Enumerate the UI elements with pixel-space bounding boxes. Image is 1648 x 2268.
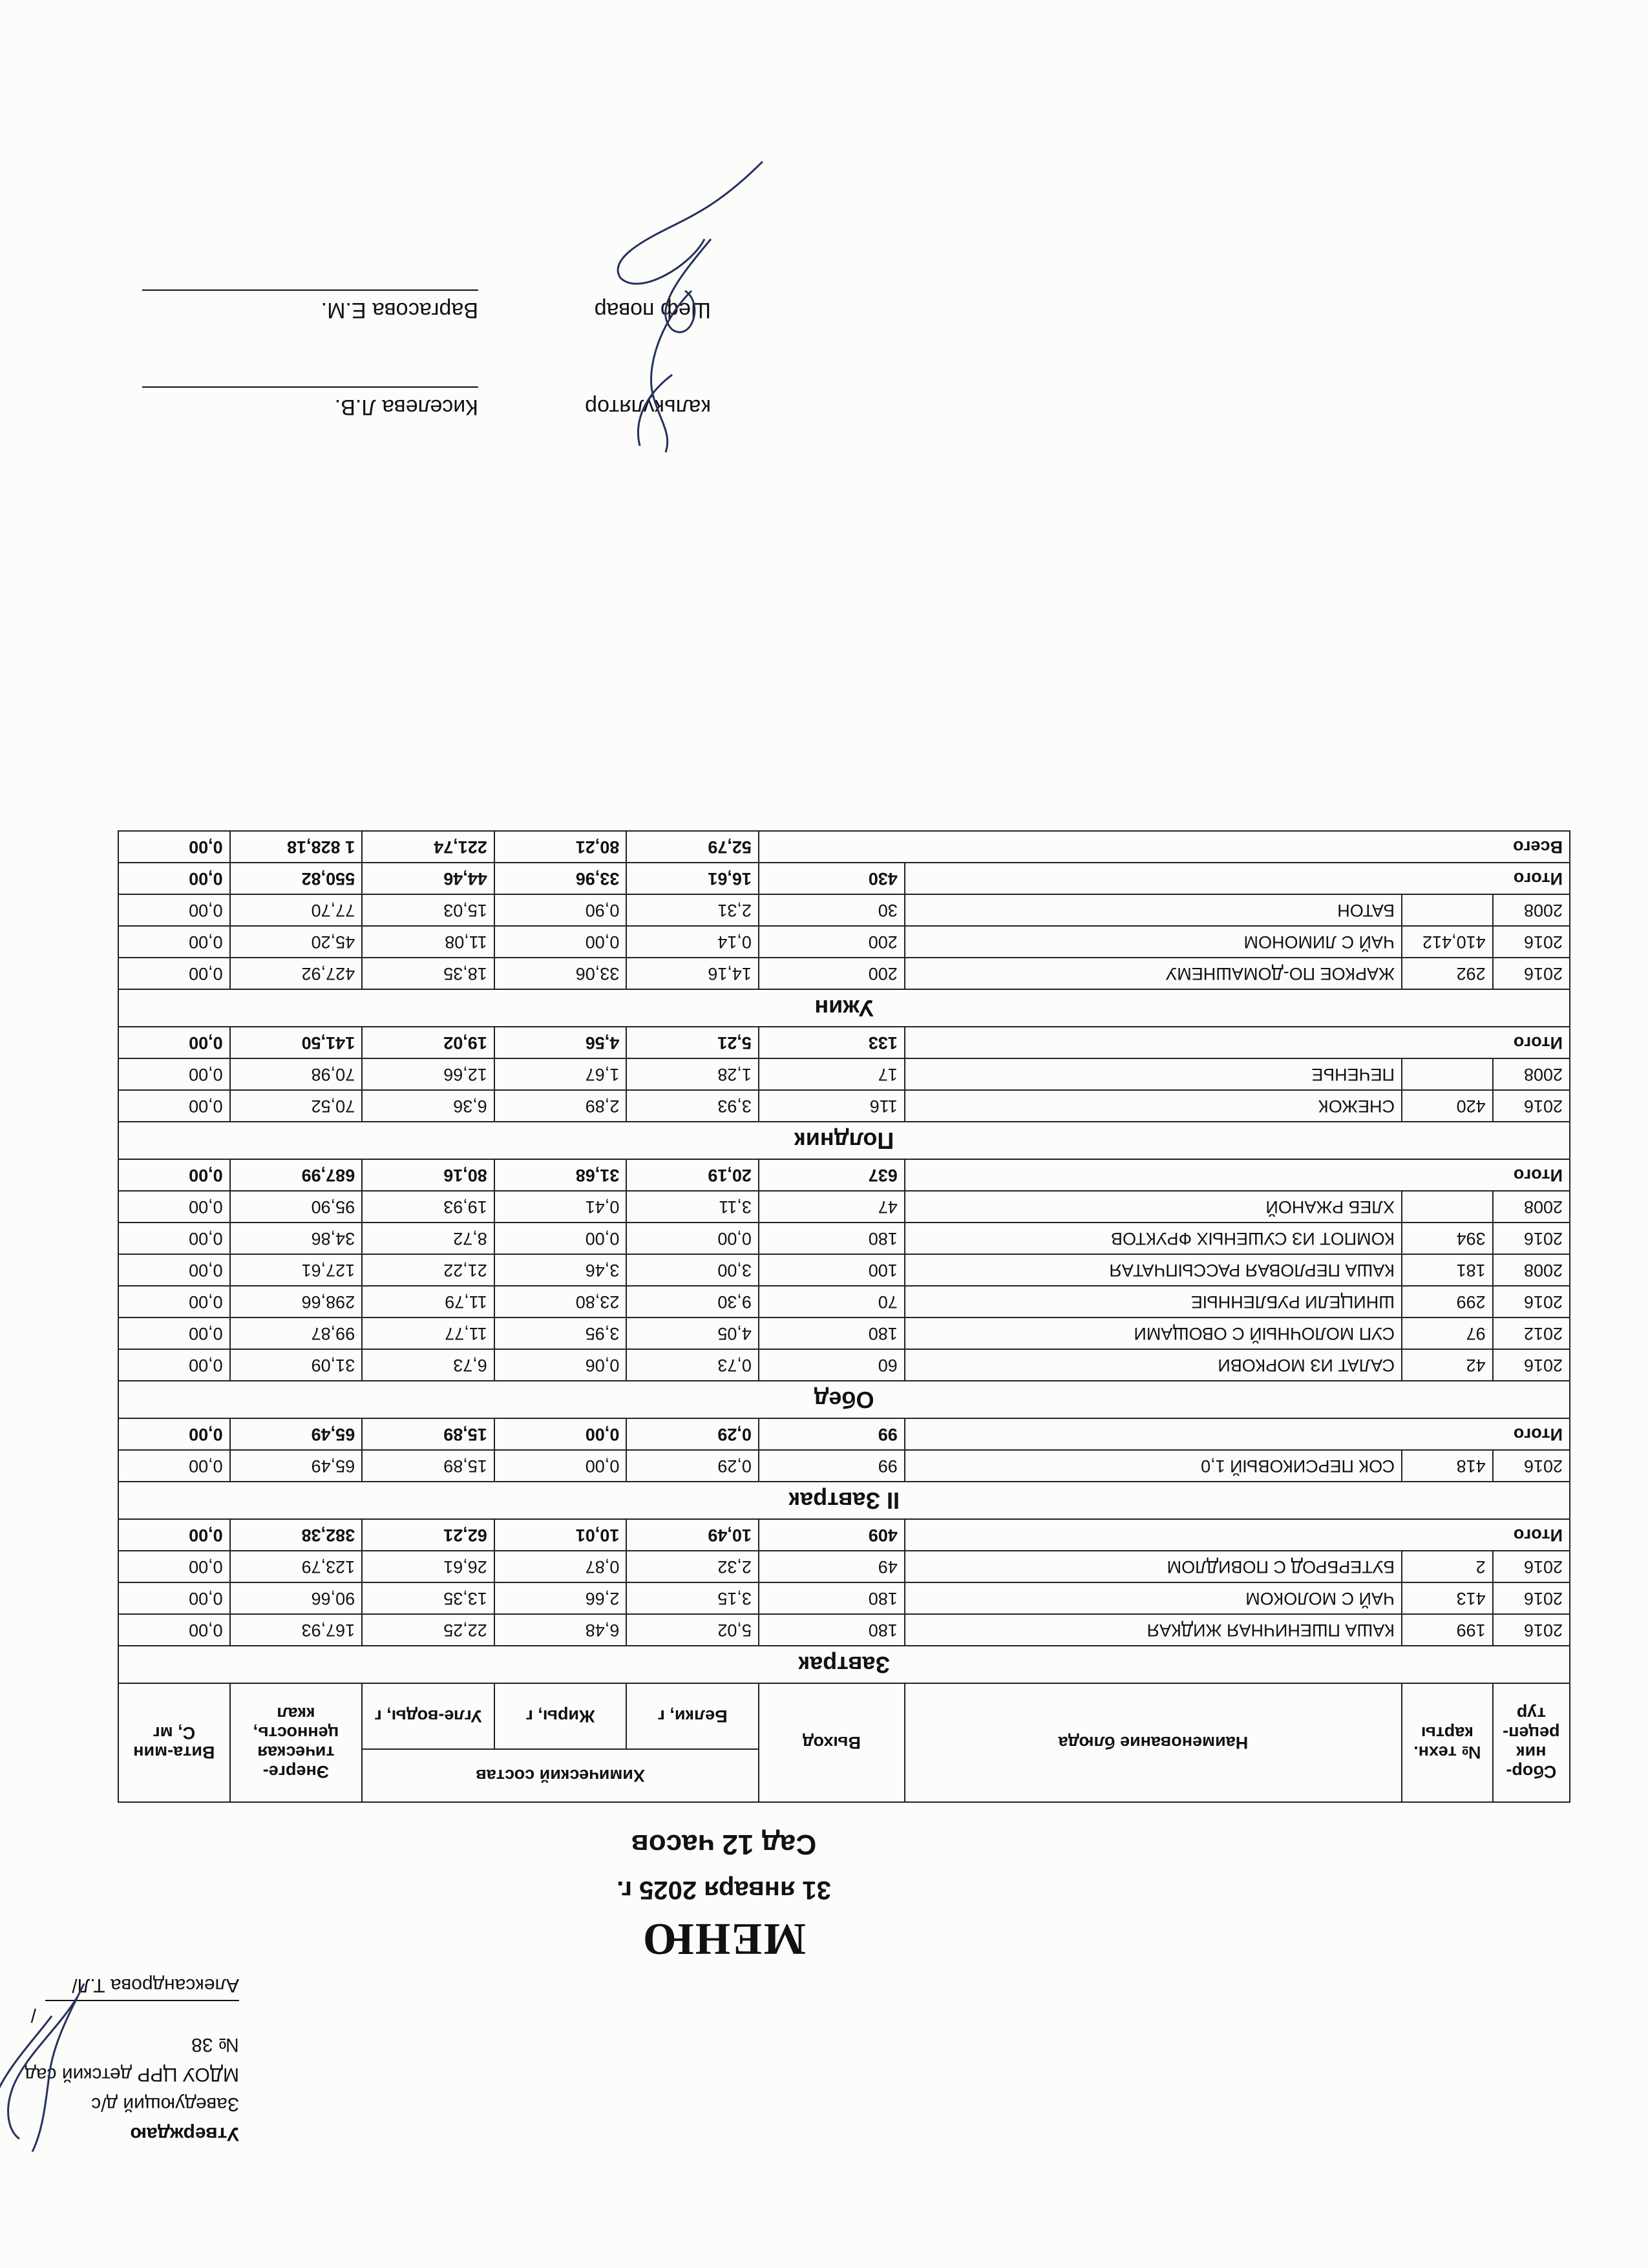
dish-cell-v: 0,00 [118, 1614, 230, 1646]
section-total-out: 637 [759, 1159, 905, 1191]
meal-section-row [118, 1646, 1570, 1683]
dish-cell-f: 23,80 [494, 1286, 627, 1318]
dish-cell-u: 15,89 [362, 1450, 494, 1482]
chef-name: Варгасова Е.М. [321, 298, 478, 322]
section-total-v: 0,00 [118, 1027, 230, 1058]
dish-cell-name: КОМПОТ ИЗ СУШЕНЫХ ФРУКТОВ [905, 1223, 1402, 1254]
section-total-v: 0,00 [118, 1519, 230, 1551]
dish-cell-out: 49 [759, 1551, 905, 1582]
dish-cell-out: 70 [759, 1286, 905, 1318]
dish-cell-v: 0,00 [118, 1349, 230, 1381]
dish-row [118, 1058, 1570, 1090]
dish-cell-u: 15,03 [362, 894, 494, 926]
dish-cell-sb: 2016 [1493, 1349, 1570, 1381]
dish-cell-u: 11,08 [362, 926, 494, 958]
dish-cell-v: 0,00 [118, 1286, 230, 1318]
menu-group: Сад 12 часов [631, 1829, 817, 1860]
section-total-out: 99 [759, 1418, 905, 1450]
section-total-v: 0,00 [118, 1418, 230, 1450]
dish-cell-no: 181 [1402, 1254, 1493, 1286]
document-title [504, 1825, 944, 1964]
header-carbs: Угле-воды, г [362, 1683, 494, 1749]
approval-line-position: Заведующий д/с [91, 2094, 239, 2115]
section-total-row [118, 1519, 1570, 1551]
dish-cell-u: 11,77 [362, 1318, 494, 1349]
section-total-label: Итого [905, 1159, 1570, 1191]
dish-cell-sb: 2016 [1493, 1223, 1570, 1254]
calculator-signature-line [142, 386, 478, 388]
dish-cell-name: ПЕЧЕНЬЕ [905, 1058, 1402, 1090]
calculator-name: Киселева Л.В. [334, 395, 478, 419]
dish-cell-u: 21,22 [362, 1254, 494, 1286]
header-vitamin: Вита-мин С, мг [118, 1683, 230, 1802]
grand-total-row [118, 831, 1570, 863]
section-total-f: 10,01 [494, 1519, 627, 1551]
dish-cell-e: 167,93 [230, 1614, 363, 1646]
dish-cell-b: 0,73 [626, 1349, 759, 1381]
dish-cell-b: 0,29 [626, 1450, 759, 1482]
dish-cell-v: 0,00 [118, 1318, 230, 1349]
dish-row [118, 1450, 1570, 1482]
dish-cell-e: 99,87 [230, 1318, 363, 1349]
dish-cell-out: 99 [759, 1450, 905, 1482]
dish-cell-out: 116 [759, 1090, 905, 1122]
dish-cell-v: 0,00 [118, 1191, 230, 1223]
director-signature-image [0, 1964, 123, 2178]
calculator-role: калькулятор [585, 395, 711, 419]
dish-cell-f: 3,46 [494, 1254, 627, 1286]
dish-cell-u: 26,61 [362, 1551, 494, 1582]
staff-signatures-image [588, 136, 801, 472]
section-total-out: 133 [759, 1027, 905, 1058]
dish-cell-v: 0,00 [118, 894, 230, 926]
dish-cell-no: 292 [1402, 958, 1493, 989]
approval-signature-name: /Александрова Т.Л/ [30, 1975, 239, 2026]
section-total-e: 687,99 [230, 1159, 363, 1191]
dish-cell-name: ХЛЕБ РЖАНОЙ [905, 1191, 1402, 1223]
dish-cell-out: 180 [759, 1582, 905, 1614]
dish-cell-sb: 2016 [1493, 926, 1570, 958]
chef-role: Шеф повар [594, 298, 711, 322]
section-total-e: 382,38 [230, 1519, 363, 1551]
table-header-row [118, 1749, 1570, 1802]
dish-row [118, 1090, 1570, 1122]
dish-cell-out: 180 [759, 1614, 905, 1646]
section-total-label: Итого [905, 863, 1570, 894]
menu-table-body [118, 831, 1570, 1683]
dish-row [118, 1286, 1570, 1318]
section-total-b: 10,49 [626, 1519, 759, 1551]
meal-section-row [118, 1381, 1570, 1418]
meal-section-title: Обед [118, 1381, 1570, 1418]
dish-cell-name: СУП МОЛОЧНЫЙ С ОВОЩАМИ [905, 1318, 1402, 1349]
section-total-label: Итого [905, 1519, 1570, 1551]
dish-cell-f: 2,89 [494, 1090, 627, 1122]
meal-section-row [118, 1482, 1570, 1519]
section-total-e: 550,82 [230, 863, 363, 894]
header-sbornik: Сбор-ник рецеп-тур [1493, 1683, 1570, 1802]
dish-cell-no: 410,412 [1402, 926, 1493, 958]
section-total-u: 62,21 [362, 1519, 494, 1551]
section-total-b: 0,29 [626, 1418, 759, 1450]
section-total-e: 65,49 [230, 1418, 363, 1450]
dish-cell-no: 299 [1402, 1286, 1493, 1318]
section-total-f: 33,96 [494, 863, 627, 894]
dish-cell-u: 22,25 [362, 1614, 494, 1646]
dish-cell-b: 3,15 [626, 1582, 759, 1614]
dish-cell-f: 0,06 [494, 1349, 627, 1381]
header-chemical-composition: Химический состав [362, 1749, 759, 1802]
section-total-label: Итого [905, 1418, 1570, 1450]
dish-row [118, 1223, 1570, 1254]
dish-row [118, 894, 1570, 926]
dish-cell-sb: 2012 [1493, 1318, 1570, 1349]
dish-cell-sb: 2008 [1493, 1191, 1570, 1223]
section-total-out: 409 [759, 1519, 905, 1551]
dish-cell-e: 70,98 [230, 1058, 363, 1090]
header-card-no: № техн. карты [1402, 1683, 1493, 1802]
dish-cell-b: 2,32 [626, 1551, 759, 1582]
dish-cell-no [1402, 1191, 1493, 1223]
dish-cell-b: 5,02 [626, 1614, 759, 1646]
dish-row [118, 1254, 1570, 1286]
dish-cell-sb: 2016 [1493, 1551, 1570, 1582]
header-energy: Энерге-тическая ценность, ккал [230, 1683, 363, 1802]
section-total-b: 20,19 [626, 1159, 759, 1191]
dish-cell-e: 70,52 [230, 1090, 363, 1122]
dish-cell-b: 14,16 [626, 958, 759, 989]
dish-cell-e: 34,86 [230, 1223, 363, 1254]
dish-cell-name: БАТОН [905, 894, 1402, 926]
dish-cell-f: 0,41 [494, 1191, 627, 1223]
dish-cell-e: 127,61 [230, 1254, 363, 1286]
dish-cell-name: БУТЕРБРОД С ПОВИДЛОМ [905, 1551, 1402, 1582]
dish-cell-v: 0,00 [118, 1223, 230, 1254]
dish-row [118, 1318, 1570, 1349]
dish-cell-name: ЧАЙ С МОЛОКОМ [905, 1582, 1402, 1614]
dish-cell-no: 199 [1402, 1614, 1493, 1646]
dish-cell-v: 0,00 [118, 1582, 230, 1614]
meal-section-row [118, 989, 1570, 1027]
grand-total-e: 1 828,18 [230, 831, 363, 863]
dish-cell-sb: 2008 [1493, 894, 1570, 926]
dish-cell-name: ЧАЙ С ЛИМОНОМ [905, 926, 1402, 958]
dish-cell-f: 0,90 [494, 894, 627, 926]
grand-total-b: 52,79 [626, 831, 759, 863]
grand-total-v: 0,00 [118, 831, 230, 863]
dish-cell-no [1402, 894, 1493, 926]
dish-cell-v: 0,00 [118, 926, 230, 958]
dish-cell-b: 4,05 [626, 1318, 759, 1349]
dish-cell-e: 123,79 [230, 1551, 363, 1582]
approval-heading: Утверждаю [130, 2123, 239, 2145]
dish-cell-u: 11,79 [362, 1286, 494, 1318]
dish-cell-e: 298,66 [230, 1286, 363, 1318]
dish-cell-sb: 2016 [1493, 1090, 1570, 1122]
section-total-row [118, 863, 1570, 894]
dish-row [118, 958, 1570, 989]
dish-cell-out: 30 [759, 894, 905, 926]
dish-cell-b: 2,31 [626, 894, 759, 926]
meal-section-title: II Завтрак [118, 1482, 1570, 1519]
dish-cell-no: 97 [1402, 1318, 1493, 1349]
dish-cell-e: 77,70 [230, 894, 363, 926]
section-total-b: 16,61 [626, 863, 759, 894]
section-total-u: 19,02 [362, 1027, 494, 1058]
meal-section-title: Полдник [118, 1122, 1570, 1159]
header-dish-name: Наименование блюда [905, 1683, 1402, 1802]
section-total-u: 44,46 [362, 863, 494, 894]
header-proteins: Белки, г [626, 1683, 759, 1749]
dish-cell-f: 1,67 [494, 1058, 627, 1090]
chef-signature-line [142, 289, 478, 291]
dish-cell-u: 6,73 [362, 1349, 494, 1381]
dish-cell-name: ШНИЦЕЛИ РУБЛЕННЫЕ [905, 1286, 1402, 1318]
dish-row [118, 1614, 1570, 1646]
dish-cell-u: 19,93 [362, 1191, 494, 1223]
meal-section-title: Ужин [118, 989, 1570, 1027]
dish-cell-name: СНЕЖОК [905, 1090, 1402, 1122]
dish-cell-b: 0,14 [626, 926, 759, 958]
dish-row [118, 1582, 1570, 1614]
section-total-row [118, 1418, 1570, 1450]
dish-cell-b: 3,93 [626, 1090, 759, 1122]
section-total-u: 80,16 [362, 1159, 494, 1191]
dish-cell-u: 18,35 [362, 958, 494, 989]
dish-cell-out: 180 [759, 1318, 905, 1349]
section-total-b: 5,21 [626, 1027, 759, 1058]
grand-total-label: Всего [759, 831, 1570, 863]
dish-cell-no: 2 [1402, 1551, 1493, 1582]
dish-cell-no: 42 [1402, 1349, 1493, 1381]
dish-cell-f: 0,00 [494, 1450, 627, 1482]
approval-line-org: МДОУ ЦРР детский сад № 38 [25, 2034, 239, 2085]
dish-cell-e: 90,66 [230, 1582, 363, 1614]
section-total-v: 0,00 [118, 863, 230, 894]
meal-section-title: Завтрак [118, 1646, 1570, 1683]
dish-row [118, 1191, 1570, 1223]
dish-cell-e: 427,92 [230, 958, 363, 989]
section-total-f: 0,00 [494, 1418, 627, 1450]
dish-cell-v: 0,00 [118, 1058, 230, 1090]
dish-cell-f: 33,06 [494, 958, 627, 989]
dish-cell-v: 0,00 [118, 1090, 230, 1122]
dish-cell-sb: 2016 [1493, 1286, 1570, 1318]
dish-cell-b: 9,30 [626, 1286, 759, 1318]
dish-cell-out: 200 [759, 926, 905, 958]
section-total-f: 4,56 [494, 1027, 627, 1058]
dish-cell-e: 45,20 [230, 926, 363, 958]
dish-cell-no: 394 [1402, 1223, 1493, 1254]
dish-cell-name: ЖАРКОЕ ПО-ДОМАШНЕМУ [905, 958, 1402, 989]
dish-cell-out: 200 [759, 958, 905, 989]
dish-cell-out: 180 [759, 1223, 905, 1254]
dish-cell-f: 2,66 [494, 1582, 627, 1614]
dish-cell-v: 0,00 [118, 958, 230, 989]
dish-cell-f: 0,00 [494, 1223, 627, 1254]
dish-cell-u: 13,35 [362, 1582, 494, 1614]
dish-cell-sb: 2016 [1493, 1582, 1570, 1614]
dish-cell-sb: 2008 [1493, 1058, 1570, 1090]
dish-cell-name: СОК ПЕРСИКОВЫЙ 1,0 [905, 1450, 1402, 1482]
dish-cell-no: 418 [1402, 1450, 1493, 1482]
dish-cell-sb: 2016 [1493, 958, 1570, 989]
header-output: Выход [759, 1683, 905, 1802]
dish-cell-no [1402, 1058, 1493, 1090]
dish-cell-f: 0,87 [494, 1551, 627, 1582]
meal-section-row [118, 1122, 1570, 1159]
dish-cell-f: 6,48 [494, 1614, 627, 1646]
menu-date: 31 января 2025 г. [617, 1876, 831, 1904]
dish-cell-out: 60 [759, 1349, 905, 1381]
dish-cell-v: 0,00 [118, 1551, 230, 1582]
section-total-e: 141,50 [230, 1027, 363, 1058]
grand-total-u: 221,74 [362, 831, 494, 863]
dish-cell-sb: 2008 [1493, 1254, 1570, 1286]
dish-cell-e: 95,90 [230, 1191, 363, 1223]
dish-row [118, 926, 1570, 958]
dish-cell-b: 0,00 [626, 1223, 759, 1254]
menu-heading: МЕНЮ [641, 1914, 807, 1964]
dish-cell-name: САЛАТ ИЗ МОРКОВИ [905, 1349, 1402, 1381]
dish-cell-sb: 2016 [1493, 1614, 1570, 1646]
grand-total-f: 80,21 [494, 831, 627, 863]
dish-cell-b: 3,11 [626, 1191, 759, 1223]
dish-cell-e: 65,49 [230, 1450, 363, 1482]
dish-cell-b: 1,28 [626, 1058, 759, 1090]
dish-cell-no: 413 [1402, 1582, 1493, 1614]
dish-cell-u: 6,36 [362, 1090, 494, 1122]
dish-cell-out: 17 [759, 1058, 905, 1090]
dish-row [118, 1551, 1570, 1582]
dish-cell-f: 3,95 [494, 1318, 627, 1349]
dish-cell-out: 100 [759, 1254, 905, 1286]
menu-table [118, 830, 1570, 1803]
dish-cell-sb: 2016 [1493, 1450, 1570, 1482]
dish-cell-no: 420 [1402, 1090, 1493, 1122]
dish-cell-u: 12,66 [362, 1058, 494, 1090]
section-total-row [118, 1159, 1570, 1191]
section-total-u: 15,89 [362, 1418, 494, 1450]
dish-cell-name: КАША ПШЕНИЧНАЯ ЖИДКАЯ [905, 1614, 1402, 1646]
section-total-v: 0,00 [118, 1159, 230, 1191]
dish-cell-u: 8,72 [362, 1223, 494, 1254]
dish-cell-b: 3,00 [626, 1254, 759, 1286]
section-total-out: 430 [759, 863, 905, 894]
header-fats: Жиры, г [494, 1683, 627, 1749]
dish-cell-v: 0,00 [118, 1450, 230, 1482]
section-total-f: 31,68 [494, 1159, 627, 1191]
dish-cell-v: 0,00 [118, 1254, 230, 1286]
dish-cell-name: КАША ПЕРЛОВАЯ РАССЫПЧАТАЯ [905, 1254, 1402, 1286]
dish-cell-out: 47 [759, 1191, 905, 1223]
section-total-row [118, 1027, 1570, 1058]
dish-row [118, 1349, 1570, 1381]
section-total-label: Итого [905, 1027, 1570, 1058]
dish-cell-f: 0,00 [494, 926, 627, 958]
dish-cell-e: 31,09 [230, 1349, 363, 1381]
